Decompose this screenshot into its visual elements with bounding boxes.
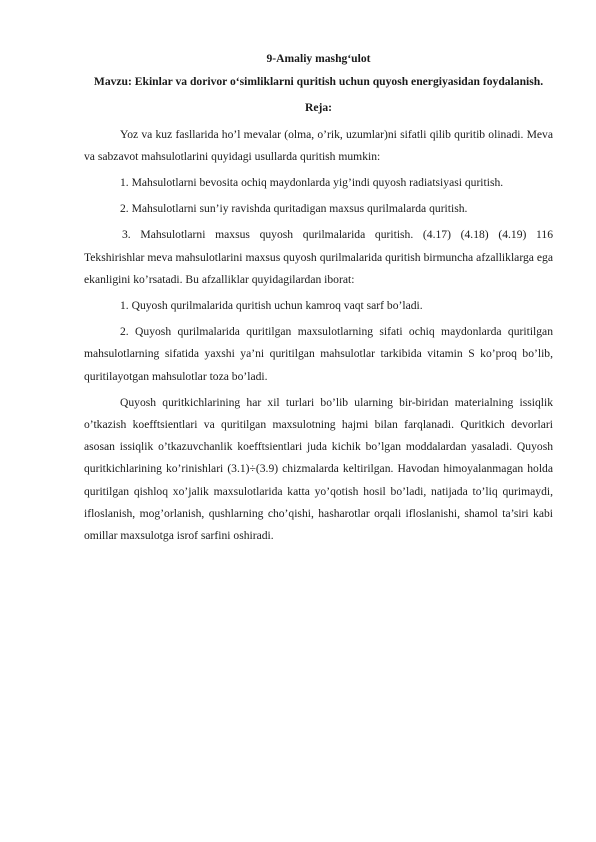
- paragraph-advantage-1: 1. Quyosh qurilmalarida quritish uchun kamroq vaqt sarf bo’ladi.: [120, 299, 423, 313]
- paragraph-item-1: 1. Mahsulotlarni bevosita ochiq maydonlarda yig’indi quyosh radiatsiyasi quritish.: [120, 176, 504, 190]
- paragraph-item-3: 3. Mahsulotlarni maxsus quyosh qurilmalarida quritish. (4.17) (4.18) (4.19) 116 Tekshirishlar meva mahsulotlarini maxsus quyosh qurilmalarida quritish birmuncha afzalliklarga ega ekanligini ko’rsatadi. Bu afzalliklar quyidagilardan iborat:: [84, 228, 553, 286]
- plan-heading: Reja:: [304, 101, 333, 115]
- document-title: 9-Amaliy mashg‘ulot: [266, 52, 371, 65]
- paragraph-advantage-2: 2. Quyosh qurilmalarida quritilgan maxsulotlarning sifati ochiq maydonlarda quritilgan mahsulotlarning sifatida yaxshi ya’ni quritilgan mahsulotlar tarkibida vitamin S ko’proq bo’lib, quritilayotgan mahsulotlar toza bo’ladi.: [84, 325, 553, 383]
- paragraph-intro: Yoz va kuz fasllarida ho’l mevalar (olma, o’rik, uzumlar)ni sifatli qilib quritib olinadi. Meva va sabzavot mahsulotlarini quyidagi usullarda quritish mumkin:: [84, 127, 553, 163]
- document-page: [84, 48, 553, 551]
- document-subject: Mavzu: Ekinlar va dorivor o‘simliklarni quritish uchun quyosh energiyasidan foydalanish.: [93, 75, 544, 89]
- paragraph-dryers: Quyosh quritkichlarining har xil turlari bo’lib ularning bir-biridan materialning issiqlik o’tkazish koefftsientlari va quritilgan maxsulotning hajmi bilan farqlanadi. Quritkich devorlari asosan issiqlik o’tkazuvchanlik koefftsientlari juda kichik bo’lgan moddalardan yasaladi. Quyosh quritkichlarining ko’rinishlari (3.1)÷(3.9) chizmalarda keltirilgan. Havodan himoyalanmagan holda quritilgan qishloq xo’jalik maxsulotlarida katta yo’qotish hosil bo’ladi, natijada to’liq qurimaydi, ifloslanish, mog’orlanish, qushlarning cho’qishi, hasharotlar orqali ifloslanishi, shamol ta’siri kabi omillar maxsulotga isrof sarfini oshiradi.: [84, 395, 553, 543]
- paragraph-item-2: 2. Mahsulotlarni sun’iy ravishda quritadigan maxsus qurilmalarda quritish.: [120, 202, 468, 216]
